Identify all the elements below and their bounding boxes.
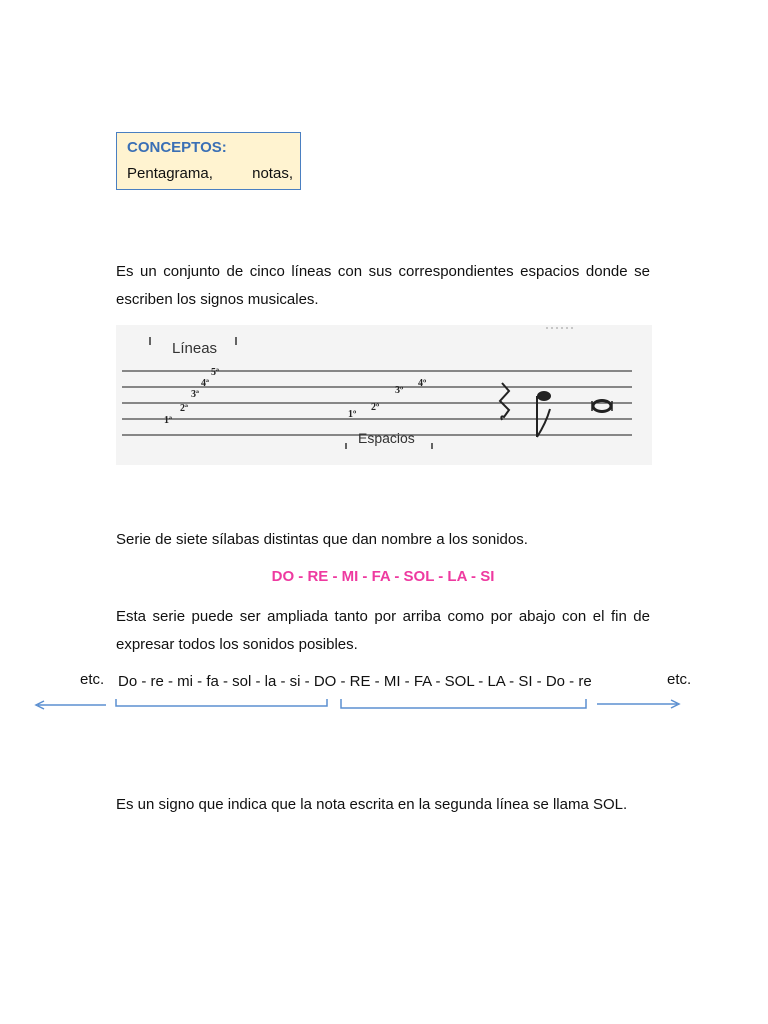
space-number-4: 4º <box>418 378 427 389</box>
scale-annotations <box>0 690 768 720</box>
series-extension-paragraph: Esta serie puede ser ampliada tanto por arriba como por abajo con el fin de expresar todos los sonidos posibles. <box>116 608 650 653</box>
clef-definition-paragraph: Es un signo que indica que la nota escrita en la segunda línea se llama SOL. <box>116 796 628 813</box>
staff-definition-paragraph: Es un conjunto de cinco líneas con sus correspondientes espacios donde se escriben los signos musicales. <box>116 263 650 308</box>
space-number-1: 1º <box>348 409 357 420</box>
concepts-title: CONCEPTOS: <box>127 139 227 156</box>
line-number-2: 2ª <box>180 403 188 414</box>
line-number-4: 4ª <box>201 378 209 389</box>
concepts-box <box>116 132 301 190</box>
etc-right-label: etc. <box>667 671 692 688</box>
line-number-1: 1ª <box>164 415 172 426</box>
upper-octave-bracket <box>341 699 586 708</box>
concept-term-notas: notas, <box>252 165 293 182</box>
spaces-label: Espacios <box>358 430 415 446</box>
line-number-5: 5ª <box>211 367 219 378</box>
etc-left-label: etc. <box>80 671 105 688</box>
notes-definition-paragraph: Serie de siete sílabas distintas que dan nombre a los sonidos. <box>116 531 528 548</box>
space-number-3: 3º <box>395 385 404 396</box>
extended-scale-sequence: Do - re - mi - fa - sol - la - si - DO - RE - MI - FA - SOL - LA - SI - Do - re <box>118 673 592 690</box>
notes-series: DO - RE - MI - FA - SOL - LA - SI <box>271 568 495 585</box>
staff-figure <box>116 325 652 465</box>
space-number-2: 2º <box>371 402 380 413</box>
concept-term-pentagrama: Pentagrama, <box>127 165 213 182</box>
lower-octave-bracket <box>116 699 327 706</box>
line-number-3: 3ª <box>191 389 199 400</box>
concepts-terms <box>127 165 293 182</box>
lines-label: Líneas <box>172 340 218 357</box>
